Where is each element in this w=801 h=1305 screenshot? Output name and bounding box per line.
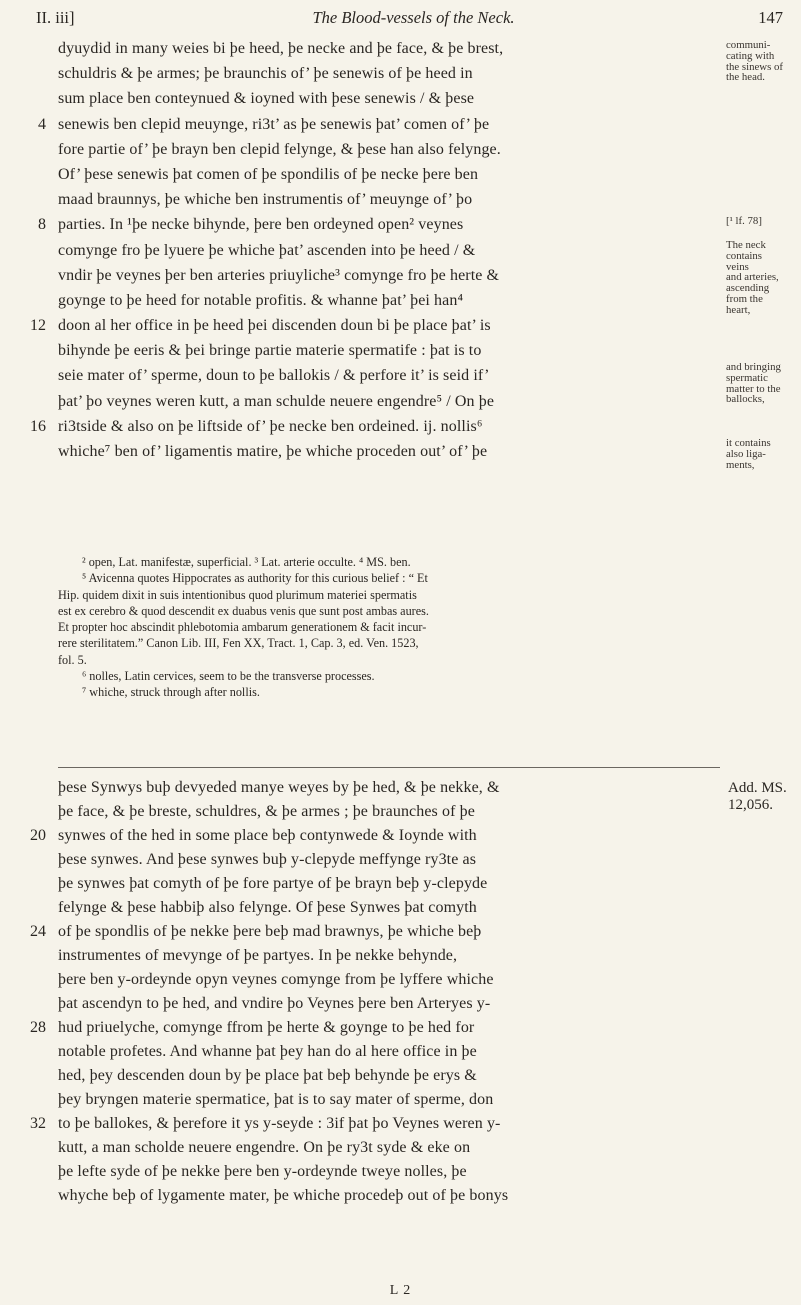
text-line — [0, 800, 801, 824]
margin-note-line: The neck — [726, 239, 766, 251]
line-text: felynge & þese habbiþ also felynge. Of þese Synwes þat comyth — [58, 899, 477, 916]
margin-note-neck-veins — [726, 240, 779, 316]
margin-note-communicating — [726, 40, 783, 83]
line-text: seie mater of’ sperme, doun to þe ballokis / & perfore it’ is seid if’ — [58, 367, 490, 385]
text-line — [0, 1184, 801, 1208]
line-text: þese Synwys buþ devyeded manye weyes by þe hed, & þe nekke, & — [58, 779, 500, 796]
footnotes — [0, 554, 801, 701]
line-text: þese synwes. And þese synwes buþ y-clepyde meffynge ry3te as — [58, 851, 477, 868]
line-text: whiche⁷ ben of’ ligamentis matire, þe whiche proceden out’ of’ þe — [58, 443, 488, 460]
line-number: 16 — [30, 417, 46, 435]
margin-note-line: ments, — [726, 458, 755, 471]
section-marker: II. iii] — [36, 8, 75, 27]
margin-note-folio — [726, 216, 762, 227]
main-text-block — [0, 36, 801, 464]
line-text: to þe ballokes, & þerefore it ys y-seyde : 3if þat þo Veynes weren y- — [58, 1115, 501, 1132]
line-text: hud priuelyche, comynge ffrom þe herte & goynge to þe hed for — [58, 1019, 475, 1036]
running-header — [36, 8, 791, 34]
margin-note-line: [¹ lf. 78] — [726, 215, 762, 227]
margin-note-line: communi- — [726, 39, 771, 51]
running-title: The Blood-vessels of the Neck. — [312, 8, 515, 27]
footnote-line — [0, 554, 801, 570]
text-line — [0, 414, 801, 439]
text-line — [0, 992, 801, 1016]
margin-note-line: cating with — [726, 49, 775, 62]
text-line — [0, 1064, 801, 1088]
text-line — [0, 162, 801, 187]
margin-note-line: matter to the — [726, 382, 781, 395]
text-line — [0, 776, 801, 800]
line-text: instrumentes of mevynge of þe partyes. In þe nekke behynde, — [58, 947, 458, 964]
text-line — [0, 1136, 801, 1160]
line-text: of þe spondlis of þe nekke þere beþ mad brawnys, þe whiche beþ — [58, 923, 482, 940]
line-text: Of’ þese senewis þat comen of þe spondilis of þe necke þere ben — [58, 165, 479, 183]
line-text: sum place ben conteynued & ioyned with þese senewis / & þese — [58, 90, 475, 108]
line-text: hed, þey descenden doun by þe place þat beþ behynde þe erys & — [58, 1067, 477, 1084]
margin-note-line: Add. MS. — [728, 780, 787, 796]
margin-note-line: the sinews of — [726, 60, 783, 73]
line-text: bihynde þe eeris & þei bringe partie materie spermatife : þat is to — [58, 342, 482, 360]
text-line — [0, 36, 801, 61]
line-number: 28 — [30, 1019, 46, 1036]
line-text: kutt, a man scholde neuere engendre. On þe ry3t syde & eke on — [58, 1139, 471, 1156]
footnote-line — [0, 684, 801, 700]
footnote-text: ⁵ Avicenna quotes Hippocrates as authority for this curious belief : “ Et — [82, 571, 428, 586]
text-line — [0, 1160, 801, 1184]
text-line — [0, 1040, 801, 1064]
footnote-text: rere sterilitatem.” Canon Lib. III, Fen XX, Tract. 1, Cap. 3, ed. Ven. 1523, — [58, 636, 419, 651]
margin-note-line: the head. — [726, 71, 765, 84]
line-number: 24 — [30, 923, 46, 940]
text-line — [0, 260, 801, 288]
margin-note-spermatic — [726, 362, 781, 405]
signature-mark: L 2 — [389, 1283, 412, 1298]
footnote-text: ⁶ nolles, Latin cervices, seem to be the transverse processes. — [82, 669, 375, 684]
line-number: 12 — [30, 317, 46, 335]
line-number: 8 — [38, 216, 46, 234]
text-line — [0, 112, 801, 137]
footnote-text: ² open, Lat. manifestæ, superficial. ³ Lat. arterie occulte. ⁴ MS. ben. — [82, 555, 411, 569]
margin-note-line: also liga- — [726, 447, 766, 460]
text-line — [0, 848, 801, 872]
footnote-line — [0, 668, 801, 684]
line-text: þe face, & þe breste, schuldres, & þe armes ; þe braunches of þe — [58, 803, 475, 820]
line-text: dyuydid in many weies bi þe heed, þe necke and þe face, & þe brest, — [58, 40, 504, 57]
text-line — [0, 212, 801, 237]
text-line — [0, 1088, 801, 1112]
footnote-text: Hip. quidem dixit in suis intentionibus quod plurimum materiei spermatis — [58, 587, 417, 602]
line-number: 20 — [30, 827, 46, 844]
margin-note-line: it contains — [726, 437, 771, 449]
text-line — [0, 896, 801, 920]
margin-note-line: and arteries, — [726, 271, 779, 284]
line-text: senewis ben clepid meuynge, ri3t’ as þe senewis þat’ comen of’ þe — [58, 115, 490, 133]
line-text: schuldris & þe armes; þe braunchis of’ þe senewis of þe heed in — [58, 65, 473, 83]
margin-note-line: ascending — [726, 282, 770, 295]
text-line — [0, 338, 801, 363]
text-line — [0, 137, 801, 162]
margin-note-line: contains — [726, 249, 762, 262]
text-line — [0, 187, 801, 212]
text-line — [0, 920, 801, 944]
margin-note-line: 12,056. — [728, 797, 773, 813]
line-number: 4 — [38, 115, 46, 133]
margin-note-line: ballocks, — [726, 393, 765, 406]
text-line — [0, 824, 801, 848]
line-text: vndir þe veynes þer ben arteries priuyliche³ comynge fro þe herte & — [58, 266, 500, 284]
footnote-text: fol. 5. — [58, 652, 87, 667]
line-text: maad braunnys, þe whiche ben instrumentis of’ meuynge of’ þo — [58, 191, 473, 209]
margin-note-add-ms — [728, 780, 787, 814]
text-line — [0, 872, 801, 896]
text-line — [0, 288, 801, 313]
text-line — [0, 1112, 801, 1136]
margin-note-line: spermatic — [726, 371, 768, 384]
line-text: þe synwes þat comyth of þe fore partye of þe brayn beþ y-clepyde — [58, 875, 488, 892]
section-divider — [58, 767, 720, 768]
footnote-text: ⁷ whiche, struck through after nollis. — [82, 685, 260, 700]
line-text: whyche beþ of lygamente mater, þe whiche procedeþ out of þe bonys — [58, 1187, 509, 1204]
text-line — [0, 1016, 801, 1040]
text-line — [0, 86, 801, 111]
line-number: 32 — [30, 1115, 46, 1132]
text-line — [0, 389, 801, 414]
footnote-text: Et propter hoc abscindit phlebotomia ambarum generationem & facit incur- — [58, 620, 427, 635]
line-text: doon al her office in þe heed þei discenden doun bi þe place þat’ is — [58, 317, 491, 335]
margin-note-ligaments — [726, 438, 771, 470]
line-text: parties. In ¹þe necke bihynde, þere ben ordeyned open² veynes — [58, 216, 464, 234]
line-text: þere ben y-ordeynde opyn veynes comynge from þe lyffere whiche — [58, 971, 494, 988]
text-line — [0, 944, 801, 968]
footnote-line — [0, 619, 801, 635]
line-text: þey bryngen materie spermatice, þat is to say mater of sperme, don — [58, 1091, 494, 1108]
footnote-line — [0, 570, 801, 586]
footnote-line — [0, 587, 801, 603]
footnote-line — [0, 652, 801, 668]
text-line — [0, 313, 801, 338]
margin-note-line: heart, — [726, 303, 751, 316]
footnote-line — [0, 603, 801, 619]
margin-note-line: and bringing — [726, 361, 781, 373]
footnote-text: est ex cerebro & quod descendit ex duabus venis que sunt post ambas aures. — [58, 603, 429, 618]
line-text: synwes of the hed in some place beþ contynwede & Ioynde with — [58, 827, 477, 844]
line-text: notable profetes. And whanne þat þey han do al here office in þe — [58, 1043, 477, 1060]
text-line — [0, 238, 801, 263]
text-line — [0, 968, 801, 992]
line-text: goynge to þe heed for notable profitis. & whanne þat’ þei han⁴ — [58, 291, 464, 309]
margin-note-line: veins — [726, 260, 749, 273]
page-number: 147 — [758, 8, 783, 27]
line-text: ri3tside & also on þe liftside of’ þe necke ben ordeined. ij. nollis⁶ — [58, 417, 483, 435]
line-text: comynge fro þe lyuere þe whiche þat’ ascenden into þe heed / & — [58, 241, 476, 259]
text-line — [0, 61, 801, 86]
line-text: þat ascendyn to þe hed, and vndire þo Veynes þere ben Arteryes y- — [58, 995, 491, 1012]
footnote-line — [0, 635, 801, 651]
second-text-block — [0, 776, 801, 1208]
line-text: fore partie of’ þe brayn ben clepid felynge, & þese han also felynge. — [58, 140, 501, 158]
text-line — [0, 363, 801, 388]
margin-note-line: from the — [726, 292, 763, 305]
text-line — [0, 439, 801, 464]
line-text: þat’ þo veynes weren kutt, a man schulde neuere engendre⁵ / On þe — [58, 392, 495, 410]
line-text: þe lefte syde of þe nekke þere ben y-ordeynde tweye nolles, þe — [58, 1163, 467, 1180]
